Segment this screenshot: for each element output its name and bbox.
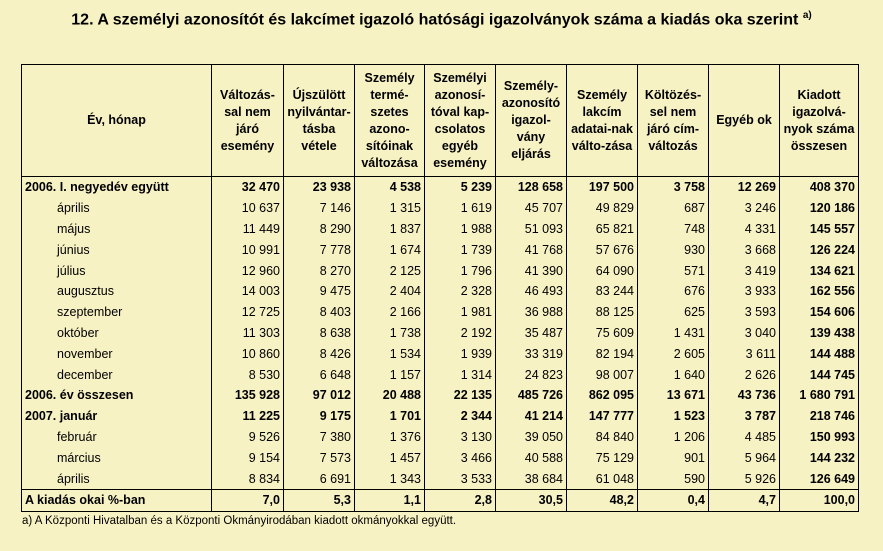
table-row <box>22 239 859 260</box>
row-label: március <box>22 447 212 468</box>
total-cell: 162 556 <box>780 281 859 302</box>
value-cell: 3 668 <box>709 239 780 260</box>
value-cell: 75 129 <box>567 447 638 468</box>
row-label: 2007. január <box>22 406 212 427</box>
table-row <box>22 302 859 323</box>
row-label: május <box>22 219 212 240</box>
table-row <box>22 198 859 219</box>
value-cell: 0,4 <box>638 489 709 511</box>
row-label: A kiadás okai %-ban <box>22 489 212 511</box>
total-cell: 144 232 <box>780 447 859 468</box>
table-row <box>22 260 859 281</box>
value-cell: 590 <box>638 468 709 489</box>
header-cell: Személyi azonosí-tóval kap-csolatos egyéb esemény <box>425 65 496 177</box>
value-cell: 1 619 <box>425 198 496 219</box>
value-cell: 1 457 <box>355 447 425 468</box>
value-cell: 45 707 <box>496 198 567 219</box>
table-row <box>22 468 859 489</box>
value-cell: 2,8 <box>425 489 496 511</box>
value-cell: 1 837 <box>355 219 425 240</box>
value-cell: 3 040 <box>709 323 780 344</box>
total-cell: 150 993 <box>780 427 859 448</box>
table-row <box>22 364 859 385</box>
value-cell: 6 648 <box>284 364 355 385</box>
total-cell: 144 745 <box>780 364 859 385</box>
value-cell: 23 938 <box>284 177 355 198</box>
value-cell: 7 573 <box>284 447 355 468</box>
value-cell: 12 960 <box>212 260 284 281</box>
value-cell: 84 840 <box>567 427 638 448</box>
value-cell: 22 135 <box>425 385 496 406</box>
table-row <box>22 343 859 364</box>
value-cell: 1 523 <box>638 406 709 427</box>
total-cell: 218 746 <box>780 406 859 427</box>
value-cell: 2 344 <box>425 406 496 427</box>
value-cell: 748 <box>638 219 709 240</box>
value-cell: 2 626 <box>709 364 780 385</box>
value-cell: 2 192 <box>425 323 496 344</box>
value-cell: 1 640 <box>638 364 709 385</box>
header-cell: Személy termé-szetes azono-sítóinak változása <box>355 65 425 177</box>
value-cell: 13 671 <box>638 385 709 406</box>
total-cell: 126 224 <box>780 239 859 260</box>
data-table <box>21 64 859 512</box>
value-cell: 39 050 <box>496 427 567 448</box>
value-cell: 8 270 <box>284 260 355 281</box>
value-cell: 1 981 <box>425 302 496 323</box>
value-cell: 687 <box>638 198 709 219</box>
value-cell: 97 012 <box>284 385 355 406</box>
value-cell: 65 821 <box>567 219 638 240</box>
row-label: július <box>22 260 212 281</box>
value-cell: 61 048 <box>567 468 638 489</box>
value-cell: 7,0 <box>212 489 284 511</box>
value-cell: 98 007 <box>567 364 638 385</box>
value-cell: 1 988 <box>425 219 496 240</box>
value-cell: 12 725 <box>212 302 284 323</box>
value-cell: 1 674 <box>355 239 425 260</box>
value-cell: 676 <box>638 281 709 302</box>
value-cell: 8 426 <box>284 343 355 364</box>
header-cell: Egyéb ok <box>709 65 780 177</box>
table-row <box>22 219 859 240</box>
value-cell: 3 466 <box>425 447 496 468</box>
value-cell: 38 684 <box>496 468 567 489</box>
total-cell: 134 621 <box>780 260 859 281</box>
header-cell: Változás-sal nem járó esemény <box>212 65 284 177</box>
row-label: augusztus <box>22 281 212 302</box>
value-cell: 1 939 <box>425 343 496 364</box>
value-cell: 2 328 <box>425 281 496 302</box>
header-cell: Év, hónap <box>22 65 212 177</box>
row-label: június <box>22 239 212 260</box>
title-footnote-mark: a) <box>802 10 812 21</box>
value-cell: 4 331 <box>709 219 780 240</box>
value-cell: 41 768 <box>496 239 567 260</box>
row-label: október <box>22 323 212 344</box>
value-cell: 7 778 <box>284 239 355 260</box>
value-cell: 1 796 <box>425 260 496 281</box>
value-cell: 3 611 <box>709 343 780 364</box>
value-cell: 2 166 <box>355 302 425 323</box>
value-cell: 41 390 <box>496 260 567 281</box>
value-cell: 1 739 <box>425 239 496 260</box>
value-cell: 43 736 <box>709 385 780 406</box>
total-cell: 126 649 <box>780 468 859 489</box>
value-cell: 1 738 <box>355 323 425 344</box>
value-cell: 64 090 <box>567 260 638 281</box>
table-body <box>22 177 859 512</box>
value-cell: 10 991 <box>212 239 284 260</box>
value-cell: 12 269 <box>709 177 780 198</box>
value-cell: 9 154 <box>212 447 284 468</box>
value-cell: 3 593 <box>709 302 780 323</box>
value-cell: 2 605 <box>638 343 709 364</box>
total-cell: 154 606 <box>780 302 859 323</box>
value-cell: 49 829 <box>567 198 638 219</box>
footnote: a) A Központi Hivatalban és a Központi Okmányirodában kiadott okmányokkal együtt. <box>22 515 457 527</box>
value-cell: 930 <box>638 239 709 260</box>
total-cell: 100,0 <box>780 489 859 511</box>
value-cell: 82 194 <box>567 343 638 364</box>
value-cell: 8 638 <box>284 323 355 344</box>
total-cell: 145 557 <box>780 219 859 240</box>
value-cell: 1 343 <box>355 468 425 489</box>
value-cell: 75 609 <box>567 323 638 344</box>
value-cell: 5 926 <box>709 468 780 489</box>
total-cell: 120 186 <box>780 198 859 219</box>
header-row <box>22 65 859 177</box>
value-cell: 9 175 <box>284 406 355 427</box>
value-cell: 5 239 <box>425 177 496 198</box>
value-cell: 88 125 <box>567 302 638 323</box>
table-title <box>0 10 883 29</box>
value-cell: 1 431 <box>638 323 709 344</box>
value-cell: 3 419 <box>709 260 780 281</box>
value-cell: 8 403 <box>284 302 355 323</box>
total-cell: 408 370 <box>780 177 859 198</box>
value-cell: 83 244 <box>567 281 638 302</box>
value-cell: 2 125 <box>355 260 425 281</box>
value-cell: 35 487 <box>496 323 567 344</box>
value-cell: 3 130 <box>425 427 496 448</box>
value-cell: 1 315 <box>355 198 425 219</box>
value-cell: 46 493 <box>496 281 567 302</box>
value-cell: 3 758 <box>638 177 709 198</box>
header-cell: Költözés-sel nem járó cím-változás <box>638 65 709 177</box>
value-cell: 3 533 <box>425 468 496 489</box>
value-cell: 30,5 <box>496 489 567 511</box>
row-label: december <box>22 364 212 385</box>
value-cell: 4,7 <box>709 489 780 511</box>
value-cell: 7 146 <box>284 198 355 219</box>
value-cell: 128 658 <box>496 177 567 198</box>
value-cell: 5,3 <box>284 489 355 511</box>
value-cell: 57 676 <box>567 239 638 260</box>
value-cell: 48,2 <box>567 489 638 511</box>
value-cell: 1 534 <box>355 343 425 364</box>
value-cell: 197 500 <box>567 177 638 198</box>
table-row <box>22 427 859 448</box>
value-cell: 9 526 <box>212 427 284 448</box>
total-cell: 144 488 <box>780 343 859 364</box>
value-cell: 485 726 <box>496 385 567 406</box>
value-cell: 32 470 <box>212 177 284 198</box>
value-cell: 8 530 <box>212 364 284 385</box>
value-cell: 24 823 <box>496 364 567 385</box>
value-cell: 40 588 <box>496 447 567 468</box>
total-cell: 139 438 <box>780 323 859 344</box>
value-cell: 33 319 <box>496 343 567 364</box>
value-cell: 2 404 <box>355 281 425 302</box>
row-label: április <box>22 198 212 219</box>
row-label: 2006. I. negyedév együtt <box>22 177 212 198</box>
value-cell: 11 449 <box>212 219 284 240</box>
value-cell: 147 777 <box>567 406 638 427</box>
header-cell: Személy-azonosító igazol-vány eljárás <box>496 65 567 177</box>
row-label: 2006. év összesen <box>22 385 212 406</box>
row-label: szeptember <box>22 302 212 323</box>
value-cell: 10 860 <box>212 343 284 364</box>
row-label: február <box>22 427 212 448</box>
value-cell: 8 834 <box>212 468 284 489</box>
table-row <box>22 489 859 511</box>
value-cell: 6 691 <box>284 468 355 489</box>
header-cell: Személy lakcím adatai-nak válto-zása <box>567 65 638 177</box>
value-cell: 901 <box>638 447 709 468</box>
value-cell: 1 157 <box>355 364 425 385</box>
total-cell: 1 680 791 <box>780 385 859 406</box>
header-cell: Kiadott igazolvá-nyok száma összesen <box>780 65 859 177</box>
value-cell: 3 246 <box>709 198 780 219</box>
value-cell: 11 225 <box>212 406 284 427</box>
value-cell: 1 376 <box>355 427 425 448</box>
value-cell: 1 206 <box>638 427 709 448</box>
value-cell: 3 933 <box>709 281 780 302</box>
table-row <box>22 447 859 468</box>
value-cell: 4 485 <box>709 427 780 448</box>
value-cell: 11 303 <box>212 323 284 344</box>
table-row <box>22 177 859 198</box>
value-cell: 571 <box>638 260 709 281</box>
table-row <box>22 406 859 427</box>
value-cell: 1 314 <box>425 364 496 385</box>
row-label: november <box>22 343 212 364</box>
value-cell: 4 538 <box>355 177 425 198</box>
value-cell: 51 093 <box>496 219 567 240</box>
table-row <box>22 323 859 344</box>
value-cell: 14 003 <box>212 281 284 302</box>
row-label: április <box>22 468 212 489</box>
value-cell: 5 964 <box>709 447 780 468</box>
value-cell: 135 928 <box>212 385 284 406</box>
value-cell: 8 290 <box>284 219 355 240</box>
table-row <box>22 281 859 302</box>
value-cell: 9 475 <box>284 281 355 302</box>
value-cell: 3 787 <box>709 406 780 427</box>
value-cell: 1 701 <box>355 406 425 427</box>
header-cell: Újszülött nyilvántar-tásba vétele <box>284 65 355 177</box>
value-cell: 7 380 <box>284 427 355 448</box>
value-cell: 625 <box>638 302 709 323</box>
table-row <box>22 385 859 406</box>
title-text: 12. A személyi azonosítót és lakcímet igazoló hatósági igazolványok száma a kiadás oka szerint <box>71 11 799 29</box>
value-cell: 36 988 <box>496 302 567 323</box>
value-cell: 862 095 <box>567 385 638 406</box>
value-cell: 10 637 <box>212 198 284 219</box>
value-cell: 41 214 <box>496 406 567 427</box>
value-cell: 1,1 <box>355 489 425 511</box>
value-cell: 20 488 <box>355 385 425 406</box>
